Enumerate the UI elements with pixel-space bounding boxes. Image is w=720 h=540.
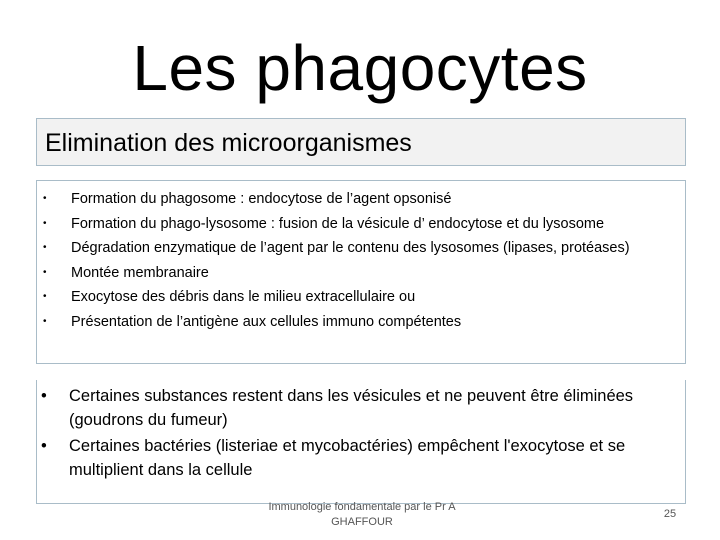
note-text: Certaines bactéries (listeriae et mycobactéries) empêchent l'exocytose et se multiplient dans la cellule	[69, 437, 626, 479]
step-text: Formation du phago-lysosome : fusion de la vésicule d’ endocytose et du lysosome	[71, 215, 605, 232]
bullet-icon: •	[41, 437, 47, 455]
notes-box	[36, 380, 686, 504]
bullet-icon: •	[43, 315, 47, 327]
page-number: 25	[663, 508, 677, 520]
slide-subtitle: Elimination des microorganismes	[45, 129, 412, 157]
bullet-icon: •	[41, 387, 47, 405]
steps-list	[37, 181, 685, 334]
subtitle-box	[36, 118, 686, 166]
slide-title: Les phagocytes	[132, 32, 588, 104]
list-item	[37, 384, 675, 432]
list-item	[37, 236, 681, 261]
bullet-icon: •	[43, 193, 47, 204]
bullet-icon: •	[43, 217, 47, 229]
slide-footer: Immunologie fondamentale par le Pr A GHAFFOUR	[268, 501, 456, 528]
steps-box	[36, 180, 686, 364]
note-text: Certaines substances restent dans les vésicules et ne peuvent être éliminées (goudrons du fumeur)	[69, 387, 634, 429]
bullet-icon: •	[43, 242, 47, 253]
step-text: Exocytose des débris dans le milieu extracellulaire ou	[71, 289, 416, 305]
bullet-icon: •	[43, 266, 47, 278]
list-item	[37, 310, 681, 335]
list-item	[37, 187, 681, 212]
step-text: Présentation de l’antigène aux cellules immuno compétentes	[71, 313, 462, 330]
list-item	[37, 285, 681, 310]
bullet-icon: •	[43, 291, 47, 302]
notes-list	[37, 380, 685, 482]
step-text: Formation du phagosome : endocytose de l’agent opsonisé	[71, 191, 452, 207]
list-item	[37, 434, 675, 482]
step-text: Montée membranaire	[71, 264, 209, 281]
step-text: Dégradation enzymatique de l’agent par le contenu des lysosomes (lipases, protéases)	[71, 240, 630, 256]
list-item	[37, 261, 681, 286]
list-item	[37, 212, 681, 237]
